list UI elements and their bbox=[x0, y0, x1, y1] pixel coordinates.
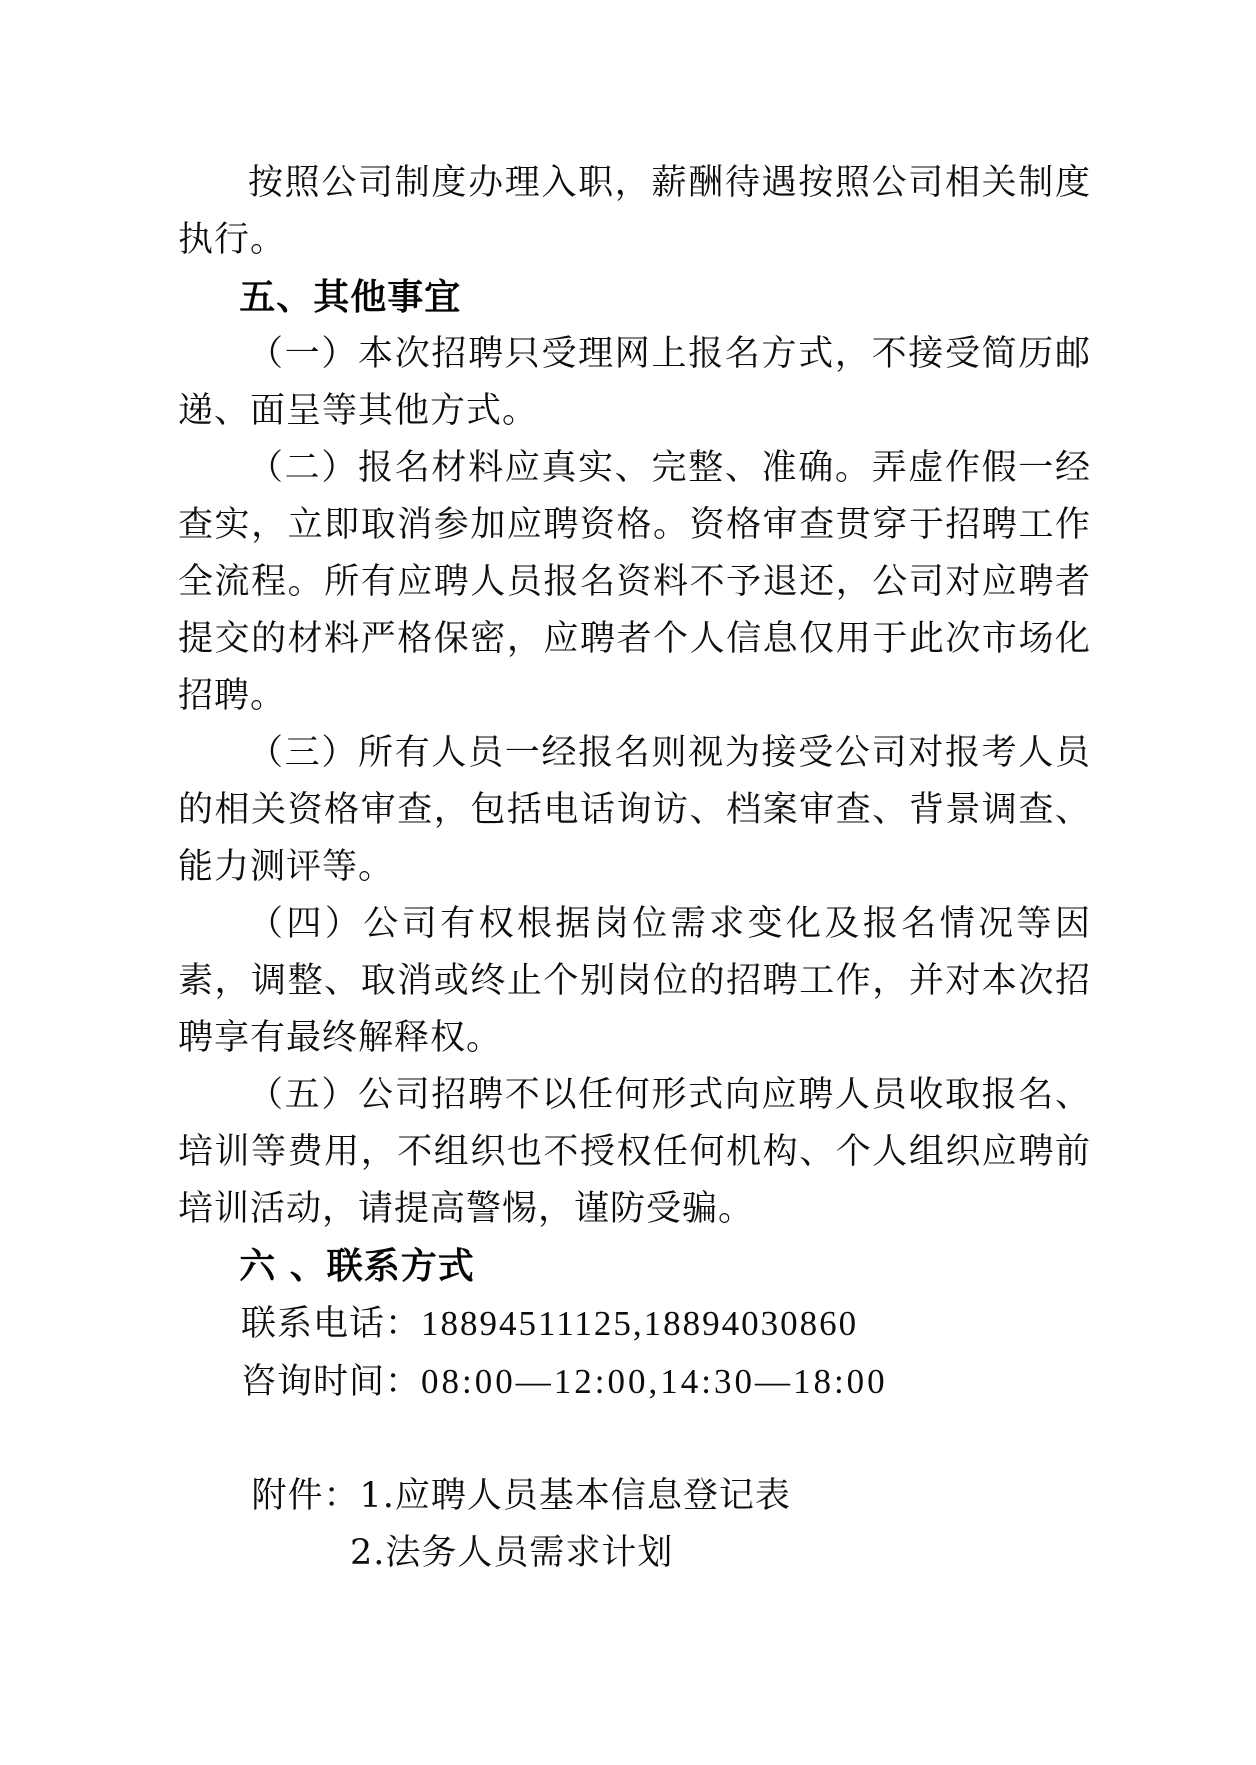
contact-phone-line bbox=[178, 1295, 1091, 1353]
contact-hours-value: 08:00—12:00,14:30—18:00 bbox=[421, 1362, 888, 1401]
section-heading-other-matters: 五、其他事宜 bbox=[239, 277, 462, 318]
contact-hours-line bbox=[178, 1353, 1091, 1411]
attachments-block bbox=[178, 1468, 1091, 1582]
clause-item-3: （三）所有人员一经报名则视为接受公司对报考人员的相关资格审查，包括电话询访、档案审查、背景调查、能力测评等。 bbox=[178, 733, 1091, 887]
clause-item-2: （二）报名材料应真实、完整、准确。弄虚作假一经查实，立即取消参加应聘资格。资格审查贯穿于招聘工作全流程。所有应聘人员报名资料不予退还，公司对应聘者提交的材料严格保密，应聘者个人信息仅用于此次市场化招聘。 bbox=[178, 448, 1091, 716]
clause-item-1: （一）本次招聘只受理网上报名方式，不接受简历邮递、面呈等其他方式。 bbox=[178, 334, 1091, 431]
section-heading-contact: 六 、联系方式 bbox=[239, 1246, 475, 1287]
attachments-label: 附件： bbox=[251, 1476, 360, 1516]
intro-paragraph: 按照公司制度办理入职，薪酬待遇按照公司相关制度执行。 bbox=[178, 163, 1091, 260]
contact-phone-numbers: 18894511125,18894030860 bbox=[421, 1304, 859, 1343]
clause-item-4: （四）公司有权根据岗位需求变化及报名情况等因素，调整、取消或终止个别岗位的招聘工作，并对本次招聘享有最终解释权。 bbox=[178, 904, 1091, 1058]
attachment-line-1 bbox=[178, 1468, 1091, 1525]
attachment-line-2 bbox=[178, 1525, 1091, 1582]
clause-item-5: （五）公司招聘不以任何形式向应聘人员收取报名、培训等费用，不组织也不授权任何机构、个人组织应聘前培训活动，请提高警惕，谨防受骗。 bbox=[178, 1075, 1091, 1229]
attachment-item-1: 1.应聘人员基本信息登记表 bbox=[359, 1476, 791, 1516]
attachment-item-2: 2.法务人员需求计划 bbox=[350, 1533, 674, 1573]
contact-hours-label: 咨询时间： bbox=[241, 1362, 422, 1402]
contact-phone-label: 联系电话： bbox=[241, 1304, 422, 1344]
